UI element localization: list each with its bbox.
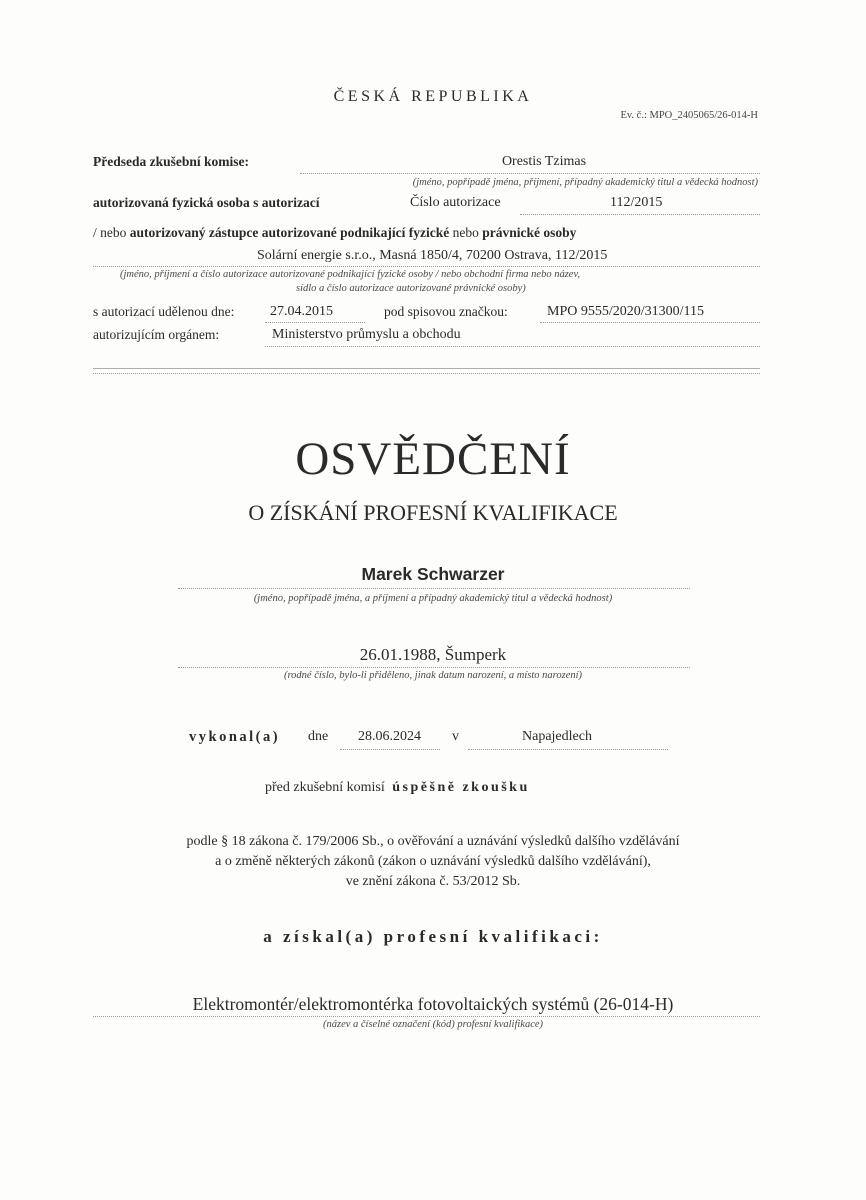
chair-name-line [300, 173, 760, 174]
rep-prefix: / nebo [93, 225, 127, 240]
chair-label: Předseda zkušební komise: [93, 154, 250, 169]
header-divider [93, 368, 760, 369]
auth-number: 112/2015 [610, 195, 663, 210]
exam-date-line [340, 749, 440, 750]
person-label: autorizovaná fyzická osoba s autorizací [93, 195, 320, 210]
company-note-2: sídlo a číslo autorizace autorizované právnické osoby) [296, 283, 526, 294]
performed-label: vykonal(a) [189, 729, 281, 745]
qualification-note: (název a číselné označení (kód) profesní kvalifikace) [322, 1019, 544, 1030]
auth-number-line [520, 214, 760, 215]
file-number-line [540, 322, 760, 323]
before-text: před zkušební komisí [265, 780, 385, 795]
exam-date: 28.06.2024 [358, 729, 421, 744]
exam-place: Napajedlech [522, 729, 592, 744]
law-line-2: a o změně některých zákonů (zákon o uznávání výsledků dalšího vzdělávání), [215, 854, 651, 869]
holder-name-line [178, 588, 690, 589]
place-label: v [452, 729, 459, 744]
certificate-subtitle: O ZÍSKÁNÍ PROFESNÍ KVALIFIKACE [248, 500, 618, 525]
law-line-3: ve znění zákona č. 53/2012 Sb. [345, 874, 521, 889]
qualification: Elektromontér/elektromontérka fotovoltaických systémů (26-014-H) [192, 994, 674, 1014]
holder-note: (jméno, popřípadě jména, a příjmení a případný akademický titul a vědecká hodnost) [253, 593, 613, 604]
rep-mid: nebo [452, 225, 479, 240]
birth-line [178, 667, 690, 668]
header-divider-dotted [93, 373, 760, 374]
before-commission-line [265, 780, 530, 796]
birth-info: 26.01.1988, Šumperk [359, 645, 507, 664]
birth-note: (rodné číslo, bylo-li přiděleno, jinak datum narození, a místo narození) [283, 670, 583, 681]
granted-label: s autorizací udělenou dne: [93, 304, 235, 319]
qualification-line [93, 1016, 760, 1017]
granted-date-line [265, 322, 365, 323]
obtained-text: a získal(a) profesní kvalifikaci: [263, 927, 603, 946]
authority: Ministerstvo průmyslu a obchodu [272, 327, 461, 342]
country-heading: ČESKÁ REPUBLIKA [333, 88, 533, 105]
granted-date: 27.04.2015 [270, 304, 333, 319]
record-number: Ev. č.: MPO_2405065/26-014-H [620, 110, 758, 121]
law-line-1: podle § 18 zákona č. 179/2006 Sb., o ověřování a uznávání výsledků dalšího vzdělávání [186, 834, 680, 849]
company-line [93, 266, 760, 267]
exam-place-line [468, 749, 668, 750]
rep-bold-2: právnické osoby [482, 225, 577, 240]
certificate-title: OSVĚDČENÍ [295, 433, 571, 485]
rep-bold-1: autorizovaný zástupce autorizované podnikající fyzické [129, 225, 450, 240]
chair-note: (jméno, popřípadě jména, příjmení, případný akademický titul a vědecká hodnost) [412, 177, 758, 188]
file-number: MPO 9555/2020/31300/115 [547, 304, 704, 319]
authority-line [265, 346, 760, 347]
success-text: úspěšně zkoušku [392, 780, 530, 795]
authority-label: autorizujícím orgánem: [93, 327, 220, 342]
auth-number-label: Číslo autorizace [410, 195, 501, 210]
company-note-1: (jméno, příjmení a číslo autorizace autorizované podnikající fyzické osoby / nebo obchodní firma nebo název, [120, 269, 580, 280]
holder-name: Marek Schwarzer [361, 564, 505, 584]
date-label: dne [308, 729, 329, 744]
file-label: pod spisovou značkou: [384, 304, 508, 319]
representative-line [93, 225, 576, 241]
company: Solární energie s.r.o., Masná 1850/4, 70200 Ostrava, 112/2015 [257, 248, 608, 263]
chair-name: Orestis Tzimas [501, 154, 587, 169]
